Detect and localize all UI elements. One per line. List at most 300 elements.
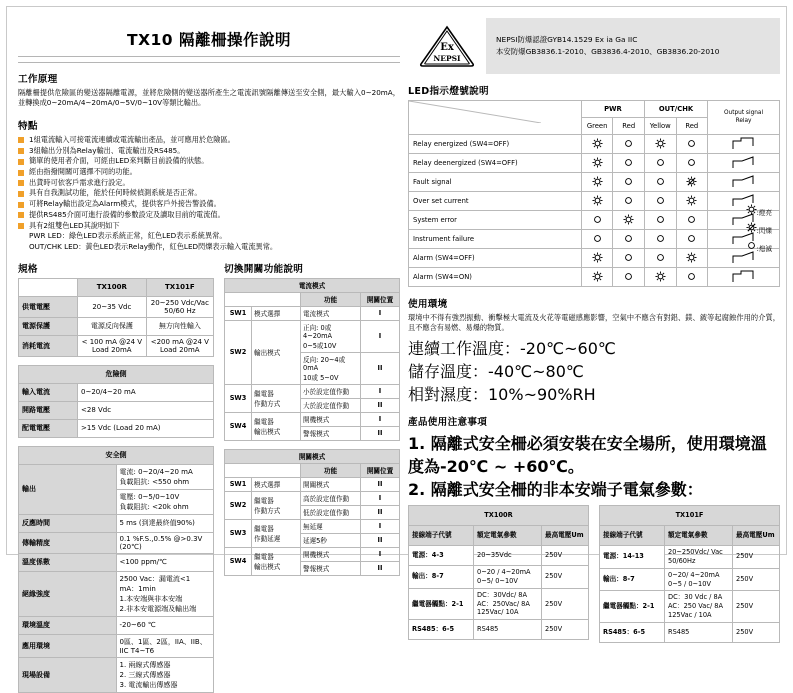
table-row xyxy=(19,317,214,335)
logo-nepsi-text: NEPSI xyxy=(433,54,461,63)
led-on-icon xyxy=(592,252,603,263)
feature-subnote: PWR LED：綠色LED表示系統正常，紅色LED表示系統異常。 xyxy=(29,231,227,241)
led-chk-red xyxy=(676,154,708,173)
led-table-corner xyxy=(409,101,582,135)
table-row xyxy=(225,384,400,398)
table-row xyxy=(600,568,780,591)
led-off-icon xyxy=(655,252,666,263)
safe-row-label: 反應時間 xyxy=(19,514,117,532)
switch-description: 小於設定值作動 xyxy=(301,384,361,398)
switch-description: 開機模式 xyxy=(301,547,361,561)
terminal-rating: 0~20/ 4~20mA 0~5 / 0~10V xyxy=(665,568,733,591)
terminal-table-tx100r-wrap xyxy=(408,505,589,643)
switch-column xyxy=(224,261,400,693)
table-row xyxy=(225,292,400,306)
bullet-square-icon xyxy=(18,137,24,143)
switch-function: 模式選擇 xyxy=(252,477,301,491)
feature-item xyxy=(18,210,400,220)
switch-description: 電流模式 xyxy=(301,306,361,320)
spec-value-tx101f: 無方向性輸入 xyxy=(146,317,213,335)
table-row xyxy=(19,657,214,692)
led-pwr-red xyxy=(613,230,645,249)
safe-row-label: 絕緣強度 xyxy=(19,571,117,616)
hazard-row-label: 輸入電流 xyxy=(19,383,78,401)
terminal-rating: 20~250Vdc/ Vac 50/60Hz xyxy=(665,545,733,568)
led-state-name: Fault signal xyxy=(409,173,582,192)
environment-line: 儲存溫度：-40℃~80℃ xyxy=(408,361,584,381)
feature-item-label: 具有自我測試功能，能於任何時候偵測系統是否正常。 xyxy=(29,188,202,198)
terminal-code: 輸出：8-7 xyxy=(409,565,474,588)
safe-row-value: 2500 Vac：漏電流<1 mA：1min 1.本安端與非本安端 2.非本安電源端及輸出端 xyxy=(116,571,214,616)
feature-item xyxy=(18,199,400,209)
relay-waveform-icon xyxy=(727,154,761,170)
table-row xyxy=(19,419,214,437)
led-chk-red xyxy=(676,268,708,287)
hazard-row-value: 0~20/4~20 mA xyxy=(78,383,214,401)
terminal-header: 額定電氣參數 xyxy=(474,525,542,545)
table-row xyxy=(225,547,400,561)
safe-row-value: <100 ppm/℃ xyxy=(116,553,214,571)
table-row xyxy=(225,463,400,477)
table-row xyxy=(409,620,589,640)
table-row xyxy=(409,211,780,230)
terminal-code: RS485：6-5 xyxy=(600,623,665,643)
safe-output-label: 輸出 xyxy=(19,464,117,514)
feature-item xyxy=(18,135,400,145)
ex-nepsi-icon xyxy=(418,24,476,68)
table-row xyxy=(600,545,780,568)
led-off-icon xyxy=(592,214,603,225)
led-off-icon xyxy=(686,233,697,244)
led-off-icon xyxy=(746,240,757,251)
table-row xyxy=(19,335,214,356)
led-subhead: Green xyxy=(581,118,613,135)
switch-description: 高於設定值作動 xyxy=(301,491,361,505)
switch-table-current-mode xyxy=(224,278,400,441)
table-row xyxy=(19,616,214,634)
environment-line: 相對濕度：10%~90%RH xyxy=(408,384,596,404)
table-row xyxy=(19,464,214,489)
safe-title: 安全側 xyxy=(19,446,214,464)
section-heading-switch: 切換開關功能說明 xyxy=(224,263,304,275)
safe-output-current: 電流: 0~20/4~20 mA 負載阻抗: <550 ohm xyxy=(116,464,214,489)
switch-position: I xyxy=(361,384,400,398)
table-row xyxy=(225,477,400,491)
terminal-code: 繼電器觸點：2-1 xyxy=(600,591,665,623)
led-pwr-red xyxy=(613,211,645,230)
legend-item xyxy=(746,222,772,240)
feature-item xyxy=(18,167,400,177)
spec-model-header: TX100R xyxy=(78,278,147,296)
table-row xyxy=(225,519,400,533)
terminal-table-tx101f-wrap xyxy=(599,505,780,643)
led-relay-output xyxy=(708,268,780,287)
led-group-outchk: OUT/CHK xyxy=(644,101,707,118)
switch-position: II xyxy=(361,533,400,547)
led-chk-yellow xyxy=(644,154,676,173)
switch-description: 警報模式 xyxy=(301,426,361,440)
switch-position: I xyxy=(361,320,400,352)
led-off-icon xyxy=(623,176,634,187)
spec-column xyxy=(18,261,214,693)
table-row xyxy=(225,306,400,320)
bullet-square-icon xyxy=(18,159,24,165)
switch-position: I xyxy=(361,412,400,426)
section-heading-environment: 使用環境 xyxy=(408,299,448,310)
led-on-icon xyxy=(592,176,603,187)
hazard-row-value: <28 Vdc xyxy=(78,401,214,419)
led-relay-output xyxy=(708,173,780,192)
switch-col-pos: 開關位置 xyxy=(361,463,400,477)
table-row xyxy=(19,634,214,657)
led-indicator-table xyxy=(408,100,780,287)
switch-position: II xyxy=(361,477,400,491)
led-pwr-red xyxy=(613,135,645,154)
led-off-icon xyxy=(592,233,603,244)
feature-item xyxy=(18,178,400,188)
led-chk-red xyxy=(676,135,708,154)
led-state-name: Relay energized (SW4=OFF) xyxy=(409,135,582,154)
led-off-icon xyxy=(623,233,634,244)
title-divider xyxy=(18,56,400,63)
switch-description: 開機模式 xyxy=(301,412,361,426)
led-pwr-green xyxy=(581,268,613,287)
table-row xyxy=(409,135,780,154)
led-pwr-red xyxy=(613,192,645,211)
feature-subnote: OUT/CHK LED：黃色LED表示Relay動作，紅色LED閃爍表示輸入電流異常。 xyxy=(29,241,278,251)
switch-position: I xyxy=(361,306,400,320)
led-group-output: Output signal Relay xyxy=(708,101,780,135)
certification-banner xyxy=(408,18,780,74)
hazard-title: 危險側 xyxy=(19,365,214,383)
environment-lines xyxy=(408,336,780,405)
environment-text: 環境中不得有強烈振動、衝擊極大電流及火花等電磁感應影響，空氣中不應含有對鋁、鎂、鈹等起腐蝕作用的介質，且不應含有易燃、易爆的物質。 xyxy=(408,313,780,333)
switch-position: I xyxy=(361,491,400,505)
switch-description: 延遲5秒 xyxy=(301,533,361,547)
table-row xyxy=(600,505,780,525)
switch-id: SW2 xyxy=(225,320,252,384)
switch-table-switch-mode xyxy=(224,449,400,576)
spec-value-tx100r: 20~35 Vdc xyxy=(78,296,147,317)
spec-value-tx101f: 20~250 Vdc/Vac 50/60 Hz xyxy=(146,296,213,317)
led-off-icon xyxy=(655,214,666,225)
switch-position: II xyxy=(361,426,400,440)
page-title: TX10 隔離柵操作說明 xyxy=(127,31,291,49)
switch-id: SW4 xyxy=(225,412,252,440)
table-row xyxy=(409,192,780,211)
terminal-um: 250V xyxy=(733,591,780,623)
switch-function: 繼電器 作動方式 xyxy=(252,384,301,412)
spec-value-tx100r: < 100 mA @24 V Load 20mA xyxy=(78,335,147,356)
led-chk-red xyxy=(676,230,708,249)
terminal-rating: RS485 xyxy=(665,623,733,643)
terminal-header: 接線端子代號 xyxy=(600,525,665,545)
switch-description: 反向: 20~4或0mA 10或 5~0V xyxy=(301,352,361,384)
led-chk-yellow xyxy=(644,230,676,249)
feature-item xyxy=(18,156,400,166)
table-row xyxy=(19,365,214,383)
table-row xyxy=(19,383,214,401)
feature-item-label: 3組輸出分別為Relay輸出、電流輸出及RS485。 xyxy=(29,145,185,155)
terminal-um: 250V xyxy=(542,565,589,588)
switch-position: II xyxy=(361,505,400,519)
cert-line-2: 本安防爆GB3836.1-2010、GB3836.4-2010、GB3836.20-2010 xyxy=(496,47,720,56)
switch-function: 繼電器 輸出模式 xyxy=(252,412,301,440)
led-chk-red xyxy=(676,192,708,211)
terminal-code: 繼電器觸點：2-1 xyxy=(409,588,474,620)
switch-table-title: 電流模式 xyxy=(225,278,400,292)
safe-row-value: 1. 兩線式傳感器 2. 三線式傳感器 3. 電流輸出傳感器 xyxy=(116,657,214,692)
terminal-um: 250V xyxy=(733,568,780,591)
switch-id: SW1 xyxy=(225,477,252,491)
led-on-icon xyxy=(686,252,697,263)
switch-position: I xyxy=(361,519,400,533)
left-column xyxy=(18,18,400,693)
hazard-row-value: >15 Vdc (Load 20 mA) xyxy=(78,419,214,437)
bullet-square-icon xyxy=(18,170,24,176)
led-state-name: Alarm (SW4=ON) xyxy=(409,268,582,287)
led-off-icon xyxy=(623,195,634,206)
led-pwr-red xyxy=(613,154,645,173)
led-on-icon xyxy=(592,271,603,282)
led-subhead: Yellow xyxy=(644,118,676,135)
principle-text: 隔離柵提供危險區的變送器隔離電源，並將危險側的變送器所產生之電流訊號隔離傳送至安全側，最大輸入0~20mA，並轉換成0~20mA/4~20mA/0~5V/0~10V等類比輸出。 xyxy=(18,88,400,108)
led-pwr-red xyxy=(613,249,645,268)
relay-waveform-icon xyxy=(727,268,761,284)
terminal-rating: 0~20 / 4~20mA 0~5/ 0~10V xyxy=(474,565,542,588)
note-item: 1. 隔離式安全柵必須安裝在安全場所，使用環境溫度為-20℃ ~ +60℃。 xyxy=(408,433,767,476)
spec-table xyxy=(18,278,214,357)
feature-list xyxy=(18,135,400,231)
safe-side-table xyxy=(18,446,214,693)
switch-id: SW1 xyxy=(225,306,252,320)
led-chk-yellow xyxy=(644,249,676,268)
switch-col-func: 功能 xyxy=(301,463,361,477)
right-column xyxy=(408,18,780,643)
led-group-pwr: PWR xyxy=(581,101,644,118)
table-row xyxy=(225,449,400,463)
led-pwr-red xyxy=(613,173,645,192)
bullet-square-icon xyxy=(18,223,24,229)
led-chk-yellow xyxy=(644,268,676,287)
section-heading-spec: 規格 xyxy=(18,263,38,275)
terminal-um: 250V xyxy=(733,545,780,568)
led-pwr-green xyxy=(581,173,613,192)
led-pwr-green xyxy=(581,249,613,268)
relay-waveform-icon xyxy=(727,135,761,151)
led-off-icon xyxy=(655,195,666,206)
terminal-um: 250V xyxy=(733,623,780,643)
spec-value-tx100r: 電源反向保護 xyxy=(78,317,147,335)
safe-row-label: 傳輸精度 xyxy=(19,532,117,553)
led-chk-red xyxy=(676,173,708,192)
spec-row-label: 電源保護 xyxy=(19,317,78,335)
spec-model-header xyxy=(19,278,78,296)
switch-function: 輸出模式 xyxy=(252,320,301,384)
feature-item-label: 簡單的使用者介面，可經由LED來判斷目前設備的狀態。 xyxy=(29,156,209,166)
section-heading-principle: 工作原理 xyxy=(18,74,58,85)
led-blink-icon xyxy=(686,176,697,187)
led-pwr-red xyxy=(613,268,645,287)
terminal-header: 最高電壓Um xyxy=(733,525,780,545)
led-pwr-green xyxy=(581,192,613,211)
hazard-side-table xyxy=(18,365,214,438)
led-on-icon xyxy=(623,214,634,225)
terminal-code: 輸出：8-7 xyxy=(600,568,665,591)
safe-row-value: 0區、1區、2區，IIA、IIB、IIC T4~T6 xyxy=(116,634,214,657)
terminal-um: 250V xyxy=(542,545,589,565)
table-row xyxy=(409,154,780,173)
led-off-icon xyxy=(655,157,666,168)
feature-item-label: 1組電流輸入可接電流連續或電流輸出產品，並可應用於危險區。 xyxy=(29,134,235,144)
switch-function: 模式選擇 xyxy=(252,306,301,320)
table-row xyxy=(19,296,214,317)
table-row xyxy=(600,591,780,623)
switch-function: 繼電器 作動延遲 xyxy=(252,519,301,547)
switch-id: SW2 xyxy=(225,491,252,519)
switch-description: 低於設定值作動 xyxy=(301,505,361,519)
switch-function: 繼電器 輸出模式 xyxy=(252,547,301,575)
switch-description: 無延遲 xyxy=(301,519,361,533)
led-relay-output xyxy=(708,154,780,173)
terminal-table-tx100r xyxy=(408,505,589,640)
led-off-icon xyxy=(686,271,697,282)
led-chk-yellow xyxy=(644,173,676,192)
table-row xyxy=(409,249,780,268)
table-row xyxy=(19,514,214,532)
switch-description: 開關模式 xyxy=(301,477,361,491)
switch-id: SW4 xyxy=(225,547,252,575)
led-state-name: Alarm (SW4=OFF) xyxy=(409,249,582,268)
section-heading-features: 特點 xyxy=(18,120,38,132)
bullet-square-icon xyxy=(18,212,24,218)
bullet-square-icon xyxy=(18,148,24,154)
table-row xyxy=(409,545,589,565)
led-on-icon xyxy=(746,204,757,215)
safe-row-label: 應用環境 xyxy=(19,634,117,657)
led-chk-yellow xyxy=(644,192,676,211)
table-row xyxy=(19,553,214,571)
led-off-icon xyxy=(655,233,666,244)
terminal-rating: DC：30 Vdc / 8A AC：250 Vac/ 8A 125Vac / 10A xyxy=(665,591,733,623)
table-row xyxy=(19,401,214,419)
feature-item xyxy=(18,146,400,156)
terminal-code: 電源：4-3 xyxy=(409,545,474,565)
led-state-name: Instrument failure xyxy=(409,230,582,249)
safe-row-label: 溫度係數 xyxy=(19,553,117,571)
led-on-icon xyxy=(686,195,697,206)
led-on-icon xyxy=(655,138,666,149)
table-row xyxy=(409,101,780,118)
relay-waveform-icon xyxy=(727,173,761,189)
terminal-rating: 20~35Vdc xyxy=(474,545,542,565)
terminal-header: 最高電壓Um xyxy=(542,525,589,545)
switch-description: 正向: 0或4~20mA 0~5或10V xyxy=(301,320,361,352)
led-subhead: Red xyxy=(613,118,645,135)
safe-row-label: 現場設備 xyxy=(19,657,117,692)
led-on-icon xyxy=(592,157,603,168)
feature-item-label: 經由指撥開關可選擇不同的功能。 xyxy=(29,167,137,177)
safe-row-label: 環境溫度 xyxy=(19,616,117,634)
safe-row-value: 0.1 %F.S.,0.5% @>0.3V (20℃) xyxy=(116,532,214,553)
led-legend xyxy=(746,204,772,258)
led-pwr-green xyxy=(581,135,613,154)
feature-item-label: 出貨時可依客戶需求進行設定。 xyxy=(29,177,130,187)
terminal-code: RS485：6-5 xyxy=(409,620,474,640)
led-off-icon xyxy=(623,252,634,263)
terminal-model: TX101F xyxy=(600,505,780,525)
led-state-name: Relay deenergized (SW4=OFF) xyxy=(409,154,582,173)
led-off-icon xyxy=(623,157,634,168)
switch-position: II xyxy=(361,561,400,575)
nepsi-logo xyxy=(408,18,486,74)
led-off-icon xyxy=(686,138,697,149)
table-row xyxy=(409,565,589,588)
led-relay-output xyxy=(708,135,780,154)
led-pwr-green xyxy=(581,211,613,230)
feature-item xyxy=(18,188,400,198)
bullet-square-icon xyxy=(18,180,24,186)
switch-col-func: 功能 xyxy=(301,292,361,306)
safe-row-value: 5 ms (到達最終值90%) xyxy=(116,514,214,532)
led-chk-red xyxy=(676,211,708,230)
note-item: 2. 隔離式安全柵的非本安端子電氣參數： xyxy=(408,479,703,499)
legend-label: :燈亮 xyxy=(756,209,772,217)
bullet-square-icon xyxy=(18,191,24,197)
terminal-header: 接線端子代號 xyxy=(409,525,474,545)
led-chk-yellow xyxy=(644,211,676,230)
table-row xyxy=(409,173,780,192)
feature-subnotes xyxy=(18,231,400,251)
bullet-square-icon xyxy=(18,202,24,208)
table-row xyxy=(409,588,589,620)
switch-position: I xyxy=(361,547,400,561)
table-row xyxy=(19,446,214,464)
table-row xyxy=(225,412,400,426)
table-row xyxy=(19,278,214,296)
led-state-name: Over set current xyxy=(409,192,582,211)
switch-id: SW3 xyxy=(225,519,252,547)
legend-label: :閃爍 xyxy=(756,227,772,235)
terminal-header: 額定電氣參數 xyxy=(665,525,733,545)
certification-text xyxy=(486,34,719,58)
legend-label: :熄滅 xyxy=(756,245,772,253)
safe-row-value: -20~60 ℃ xyxy=(116,616,214,634)
table-row xyxy=(600,525,780,545)
table-row xyxy=(225,491,400,505)
led-off-icon xyxy=(686,214,697,225)
section-heading-notes: 產品使用注意事項 xyxy=(408,416,488,428)
table-row xyxy=(600,623,780,643)
switch-description: 大於設定值作動 xyxy=(301,398,361,412)
switch-position: II xyxy=(361,352,400,384)
switch-function: 繼電器 作動方式 xyxy=(252,491,301,519)
feature-item-label: 提供RS485介面可進行設備的參數設定及讀取目前的電流值。 xyxy=(29,209,225,219)
switch-position: II xyxy=(361,398,400,412)
led-chk-yellow xyxy=(644,135,676,154)
table-row xyxy=(409,505,589,525)
led-off-icon xyxy=(655,176,666,187)
safe-output-voltage: 電壓: 0~5/0~10V 負載阻抗: <20k ohm xyxy=(116,489,214,514)
environment-line: 連續工作溫度：-20℃~60℃ xyxy=(408,338,616,358)
led-off-icon xyxy=(686,157,697,168)
section-heading-led: LED指示燈號說明 xyxy=(408,86,489,97)
hazard-row-label: 開路電壓 xyxy=(19,401,78,419)
table-row xyxy=(225,278,400,292)
spec-row-label: 供電電壓 xyxy=(19,296,78,317)
hazard-row-label: 配電電壓 xyxy=(19,419,78,437)
terminal-table-tx101f xyxy=(599,505,780,643)
